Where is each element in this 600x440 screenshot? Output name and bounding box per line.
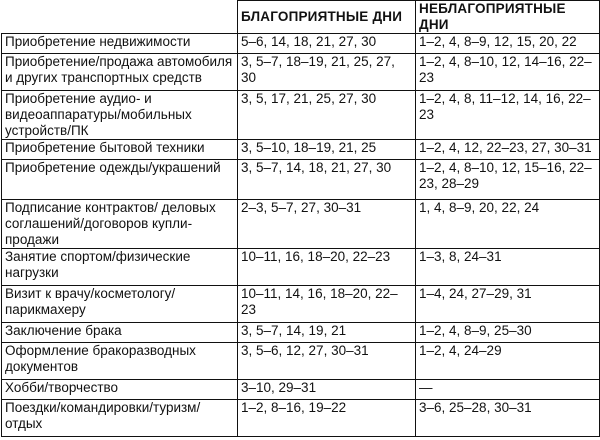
activity-cell: Приобретение бытовой техники [2,140,238,160]
activity-cell: Поездки/командировки/туризм/отдых [2,400,238,437]
favorable-cell: 5–6, 14, 18, 21, 27, 30 [238,34,416,54]
table-row [2,200,600,249]
activity-cell: Подписание контрактов/ деловых соглашений/договоров купли-продажи [2,200,238,249]
header-empty-cell [2,1,238,34]
favorable-cell: 3, 5–7, 14, 19, 21 [238,323,416,343]
favorable-cell: 3, 5–6, 12, 27, 30–31 [238,343,416,380]
unfavorable-cell: 1, 4, 8–9, 20, 22, 24 [416,200,600,249]
table-row [2,54,600,91]
calendar-table [1,0,600,437]
unfavorable-cell: 1–2, 4, 24–29 [416,343,600,380]
header-row [2,1,600,34]
unfavorable-cell: 1–2, 4, 8–10, 12, 15–16, 22–23, 28–29 [416,160,600,200]
activity-cell: Приобретение недвижимости [2,34,238,54]
table-row [2,343,600,380]
table-row [2,380,600,400]
unfavorable-cell: 1–2, 4, 8–9, 12, 15, 20, 22 [416,34,600,54]
activity-cell: Приобретение/продажа автомобиля и других транспортных средств [2,54,238,91]
table-row [2,140,600,160]
favorable-cell: 3, 5–10, 18–19, 21, 25 [238,140,416,160]
favorable-cell: 3, 5–7, 14, 18, 21, 27, 30 [238,160,416,200]
favorable-cell: 3–10, 29–31 [238,380,416,400]
unfavorable-cell: 1–3, 8, 24–31 [416,249,600,286]
header-favorable: БЛАГОПРИЯТНЫЕ ДНИ [238,1,416,34]
favorable-cell: 3, 5, 17, 21, 25, 27, 30 [238,91,416,140]
table-row [2,400,600,437]
favorable-cell: 10–11, 14, 16, 18–20, 22–23 [238,286,416,323]
table-row [2,91,600,140]
table-row [2,160,600,200]
activity-cell: Визит к врачу/косметологу/парикмахеру [2,286,238,323]
table-row [2,323,600,343]
unfavorable-cell: 1–2, 4, 8–9, 25–30 [416,323,600,343]
activity-cell: Занятие спортом/физические нагрузки [2,249,238,286]
unfavorable-cell: — [416,380,600,400]
activity-cell: Заключение брака [2,323,238,343]
table-row [2,286,600,323]
activity-cell: Оформление бракоразводных документов [2,343,238,380]
favorable-cell: 2–3, 5–7, 27, 30–31 [238,200,416,249]
activity-cell: Приобретение аудио- и видеоаппаратуры/мобильных устройств/ПК [2,91,238,140]
unfavorable-cell: 1–2, 4, 8–10, 12, 14–16, 22–23 [416,54,600,91]
activity-cell: Приобретение одежды/украшений [2,160,238,200]
favorable-cell: 1–2, 8–16, 19–22 [238,400,416,437]
favorable-cell: 3, 5–7, 18–19, 21, 25, 27, 30 [238,54,416,91]
table-row [2,249,600,286]
header-unfavorable: НЕБЛАГОПРИЯТНЫЕ ДНИ [416,1,600,34]
unfavorable-cell: 1–2, 4, 12, 22–23, 27, 30–31 [416,140,600,160]
activity-cell: Хобби/творчество [2,380,238,400]
unfavorable-cell: 1–2, 4, 8, 11–12, 14, 16, 22–23 [416,91,600,140]
unfavorable-cell: 1–4, 24, 27–29, 31 [416,286,600,323]
favorable-cell: 10–11, 16, 18–20, 22–23 [238,249,416,286]
unfavorable-cell: 3–6, 25–28, 30–31 [416,400,600,437]
table-row [2,34,600,54]
